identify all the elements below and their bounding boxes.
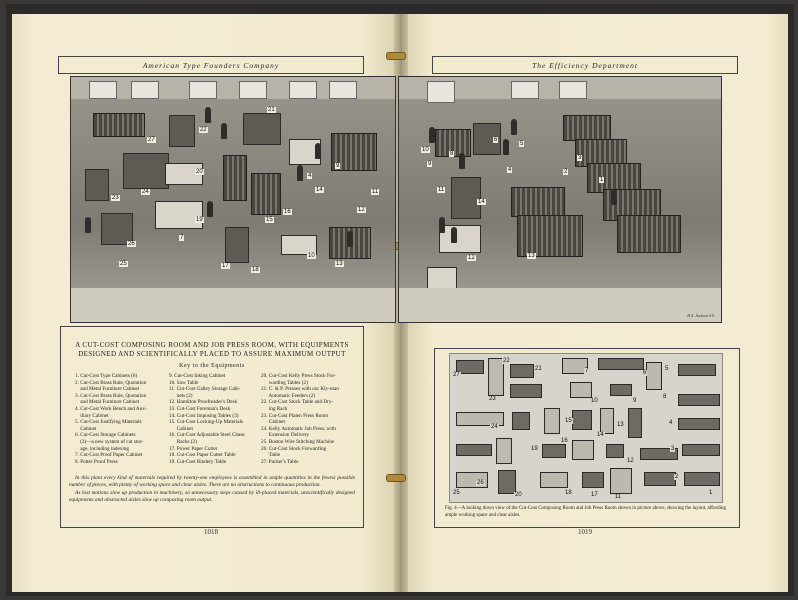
plate-number: 9 xyxy=(336,163,340,169)
key-entry: and Metal Furniture Cabinet xyxy=(75,399,140,406)
plan-equipment xyxy=(572,440,594,460)
worker-figure xyxy=(439,217,445,233)
key-entry: iliary Cabinet xyxy=(75,412,109,419)
plate-number: 2 xyxy=(564,169,568,175)
plate-number: 15 xyxy=(266,217,273,223)
galley-cabinet xyxy=(223,155,247,201)
key-entry: 23. Cut-Cost Platen Press Room xyxy=(261,412,329,419)
type-cabinet xyxy=(563,115,611,141)
floor xyxy=(399,288,721,322)
plate-number: 13 xyxy=(528,253,535,259)
italic-note xyxy=(69,475,355,505)
plan-equipment xyxy=(570,382,592,398)
paper-cutter xyxy=(225,227,249,263)
key-entry: (3)—a new system of cut stor- xyxy=(75,438,144,445)
worker-figure xyxy=(85,217,91,233)
plan-number: 11 xyxy=(615,494,622,500)
plan-equipment xyxy=(684,472,720,486)
left-running-header: American Type Founders Company xyxy=(58,56,364,74)
caption-line: A CUT-COST COMPOSING ROOM AND JOB PRESS ROOM, WITH EQUIPMENTS xyxy=(75,341,349,349)
key-entry: 16. Cut-Cost Adjustable Steel Chase xyxy=(169,432,245,439)
key-entry: 14. Cut-Cost Imposing Tables (3) xyxy=(169,412,239,419)
plan-equipment xyxy=(598,358,644,370)
type-cabinet xyxy=(617,215,681,253)
binding-ring xyxy=(386,52,406,60)
plan-number: 6 xyxy=(643,370,647,376)
worker-figure xyxy=(315,143,321,159)
bindery-table xyxy=(155,201,203,229)
plate-number: 10 xyxy=(308,253,315,259)
plate-number: 21 xyxy=(268,107,275,113)
key-entry: Racks (2) xyxy=(169,438,197,445)
plan-equipment xyxy=(498,470,516,494)
plate-number: 4 xyxy=(308,173,312,179)
key-entry: 24. Kelly Automatic Job Press, with xyxy=(261,425,336,432)
worker-figure xyxy=(205,107,211,123)
key-entry: 15. Cut-Cost Locking-Up Materials xyxy=(169,419,244,426)
plan-number: 3 xyxy=(671,446,675,452)
plate-number: 8 xyxy=(450,151,454,157)
plan-equipment xyxy=(600,408,614,434)
worker-figure xyxy=(221,123,227,139)
plan-number: 17 xyxy=(591,492,598,498)
key-entry: and Metal Furniture Cabinet xyxy=(75,386,140,393)
key-column-1 xyxy=(75,373,147,465)
kelly-press xyxy=(123,153,169,189)
key-title: Key to the Equipments xyxy=(179,363,245,369)
plan-number: 21 xyxy=(535,366,542,372)
plate-number: 23 xyxy=(112,195,119,201)
window xyxy=(559,81,587,99)
plan-equipment xyxy=(510,364,534,378)
plate-number: 12 xyxy=(358,207,365,213)
plate-number: 14 xyxy=(316,187,323,193)
plate-number: 18 xyxy=(252,267,259,273)
key-column-3 xyxy=(261,373,339,465)
right-running-header: The Efficiency Department xyxy=(432,56,738,74)
doorway xyxy=(427,81,455,103)
packers-table xyxy=(93,113,145,137)
plan-view-illustration xyxy=(449,353,723,503)
stock-table xyxy=(169,115,195,147)
plate-number: 9 xyxy=(428,161,432,167)
key-entry: 18. Cut-Cost Paper Cutter Table xyxy=(169,452,236,459)
key-entry: Cabinet xyxy=(261,419,285,426)
key-entry: Cabinet xyxy=(75,425,97,432)
plan-equipment xyxy=(512,412,530,430)
binding-ring xyxy=(386,474,406,482)
plan-number: 9 xyxy=(633,398,637,404)
worker-figure xyxy=(459,153,465,169)
plan-number: 26 xyxy=(477,480,484,486)
worker-figure xyxy=(347,231,353,247)
plate-number: 26 xyxy=(128,241,135,247)
key-entry: Cabinet xyxy=(169,425,193,432)
worker-figure xyxy=(207,201,213,217)
window xyxy=(329,81,357,99)
plan-equipment xyxy=(678,364,716,376)
plan-equipment xyxy=(644,472,676,486)
proofreaders-desk xyxy=(439,225,481,253)
window xyxy=(189,81,217,99)
plan-number: 2 xyxy=(675,474,679,480)
window xyxy=(239,81,267,99)
plan-equipment xyxy=(496,438,512,464)
plan-equipment xyxy=(646,362,662,390)
window xyxy=(131,81,159,99)
key-entry: 10. Saw Table xyxy=(169,379,199,386)
window xyxy=(289,81,317,99)
plate-number: 25 xyxy=(120,261,127,267)
key-entry: 6. Cut-Cost Storage Cabinets xyxy=(75,432,136,439)
plan-number: 20 xyxy=(515,492,522,498)
plan-view-figure-box xyxy=(434,348,740,528)
plate-number: 22 xyxy=(200,127,207,133)
plan-number: 25 xyxy=(453,490,460,496)
plan-number: 27 xyxy=(453,372,460,378)
key-entry: 27. Packer's Table xyxy=(261,458,299,465)
key-entry: 8. Potter Proof Press xyxy=(75,458,118,465)
plan-equipment xyxy=(582,472,604,488)
composing-room-illustration-left xyxy=(70,76,396,323)
plan-number: 4 xyxy=(669,420,673,426)
key-entry: ing Rack xyxy=(261,405,288,412)
plate-number: 19 xyxy=(196,217,203,223)
key-entry: 17. Power Paper Cutter xyxy=(169,445,218,452)
plate-number: 14 xyxy=(478,199,485,205)
key-entry: 25. Boston Wire Stitching Machine xyxy=(261,438,335,445)
work-bench xyxy=(517,215,583,257)
key-column-2 xyxy=(169,373,245,465)
brass-rule-cabinet xyxy=(511,187,565,217)
plate-number: 6 xyxy=(494,137,498,143)
page-number-right: 1019 xyxy=(578,528,592,536)
plan-number: 19 xyxy=(531,446,538,452)
key-entry: Automatic Feeders (2) xyxy=(261,392,316,399)
key-entry: 4. Cut-Cost Work Bench and Aux- xyxy=(75,405,147,412)
key-entry: age, including indexing xyxy=(75,445,130,452)
plate-number: 13 xyxy=(336,261,343,267)
worker-figure xyxy=(511,119,517,135)
plate-number: 5 xyxy=(520,141,524,147)
key-entry: 9. Cut-Cost Inking Cabinet xyxy=(169,373,226,379)
key-entry: 1. Cut-Cost Type Cabinets (6) xyxy=(75,373,138,379)
worker-figure xyxy=(611,189,617,205)
plan-equipment xyxy=(606,444,624,458)
key-entry: 3. Cut-Cost Brass Rule, Quotation xyxy=(75,392,147,399)
key-entry: 20. Cut-Cost Kelly Press Stock For- xyxy=(261,373,336,379)
plan-number: 7 xyxy=(585,368,589,374)
figure-caption: Fig. 4—A looking down view of the Cut-Cost Composing Room and Job Press Room shown in picture above, showing the layout, affording ample working space and clear aisles. xyxy=(445,506,727,518)
plan-equipment xyxy=(678,418,720,430)
note-paragraph: In this plant every kind of materials required by twenty-one employees is assembled in ample quantities in the fewest possible number of pieces, with plenty of working space and clear aisles. There are no obstructions to continuous production. xyxy=(69,475,355,489)
plan-equipment xyxy=(572,410,592,430)
key-entry: Extension Delivery xyxy=(261,432,309,439)
plate-number: 20 xyxy=(196,169,203,175)
job-press xyxy=(243,113,281,145)
plan-equipment xyxy=(628,408,642,438)
key-entry: 12. Hamilton Proofreader's Desk xyxy=(169,399,238,406)
galley-cabinet xyxy=(451,177,481,219)
plan-number: 16 xyxy=(561,438,568,444)
plan-number: 5 xyxy=(665,366,669,372)
composing-room-illustration-right xyxy=(398,76,722,323)
plate-caption xyxy=(61,341,363,359)
worker-figure xyxy=(503,139,509,155)
key-entry: 26. Cut-Cost Stock Forwarding xyxy=(261,445,327,452)
plan-number: 18 xyxy=(565,490,572,496)
plan-equipment xyxy=(510,384,542,398)
plan-number: 10 xyxy=(591,398,598,404)
plan-number: 22 xyxy=(503,358,510,364)
storage-cabinet xyxy=(251,173,281,215)
caption-line: DESIGNED AND SCIENTIFICALLY PLACED TO ASSURE MAXIMUM OUTPUT xyxy=(78,350,346,358)
plate-number: 17 xyxy=(222,263,229,269)
plan-number: 15 xyxy=(565,418,572,424)
artist-signature: H.S. Jackson S.S. xyxy=(687,313,715,318)
plate-number: 16 xyxy=(284,209,291,215)
plan-number: 12 xyxy=(627,458,634,464)
plan-equipment xyxy=(678,394,720,406)
plan-equipment xyxy=(544,408,560,434)
floor xyxy=(71,288,395,322)
plan-number: 14 xyxy=(597,432,604,438)
key-entry: 5. Cut-Cost Justifying Materials xyxy=(75,419,142,426)
key-entry: 11. Cut-Cost Galley Storage Cabi- xyxy=(169,386,241,393)
plan-equipment xyxy=(610,468,632,494)
plate-number: 11 xyxy=(438,187,445,193)
plan-equipment xyxy=(456,444,492,456)
worker-figure xyxy=(451,227,457,243)
key-entry: Table xyxy=(261,452,281,459)
worker-figure xyxy=(297,165,303,181)
plan-equipment xyxy=(682,444,720,456)
plate-number: 24 xyxy=(142,189,149,195)
window xyxy=(511,81,539,99)
key-entry: warding Tables (2) xyxy=(261,379,308,386)
platen-cabinet xyxy=(85,169,109,201)
plate-number: 11 xyxy=(372,189,379,195)
plan-equipment xyxy=(542,444,566,458)
plate-number: 12 xyxy=(468,255,475,261)
plate-number: 1 xyxy=(600,177,604,183)
plate-number: 27 xyxy=(148,137,155,143)
note-paragraph: As lost motions slow up production in machinery, so unnecessary steps caused by ill-placed materials, unscientifically designed equipments and obstructed aisles slow up composing room output. xyxy=(69,489,355,504)
plan-number: 24 xyxy=(491,424,498,430)
key-entry: 22. Cut-Cost Stock Table and Dry- xyxy=(261,399,334,406)
plan-number: 1 xyxy=(709,490,713,496)
plan-number: 13 xyxy=(617,422,624,428)
plate-number: 3 xyxy=(578,155,582,161)
worker-figure xyxy=(429,127,435,143)
key-entry: 2. Cut-Cost Brass Rule, Quotation xyxy=(75,379,147,386)
plate-number: 7 xyxy=(180,235,184,241)
key-entry: 21. C. & P. Presses with our Kly-man xyxy=(261,386,339,393)
page-number-left: 1018 xyxy=(204,528,218,536)
window xyxy=(89,81,117,99)
plan-equipment xyxy=(610,384,632,396)
plan-number: 8 xyxy=(663,394,667,400)
plan-number: 23 xyxy=(489,396,496,402)
saw-table xyxy=(281,235,317,255)
plate-number: 10 xyxy=(422,147,429,153)
caption-and-key-box xyxy=(60,326,364,528)
key-entry: nets (2) xyxy=(169,392,193,399)
plan-equipment xyxy=(540,472,568,488)
key-entry: 19. Cut-Cost Bindery Table xyxy=(169,458,227,465)
key-entry: 7. Cut-Cost Proof Paper Cabinet xyxy=(75,452,143,459)
plate-number: 4 xyxy=(508,167,512,173)
key-entry: 13. Cut-Cost Foreman's Desk xyxy=(169,405,231,412)
